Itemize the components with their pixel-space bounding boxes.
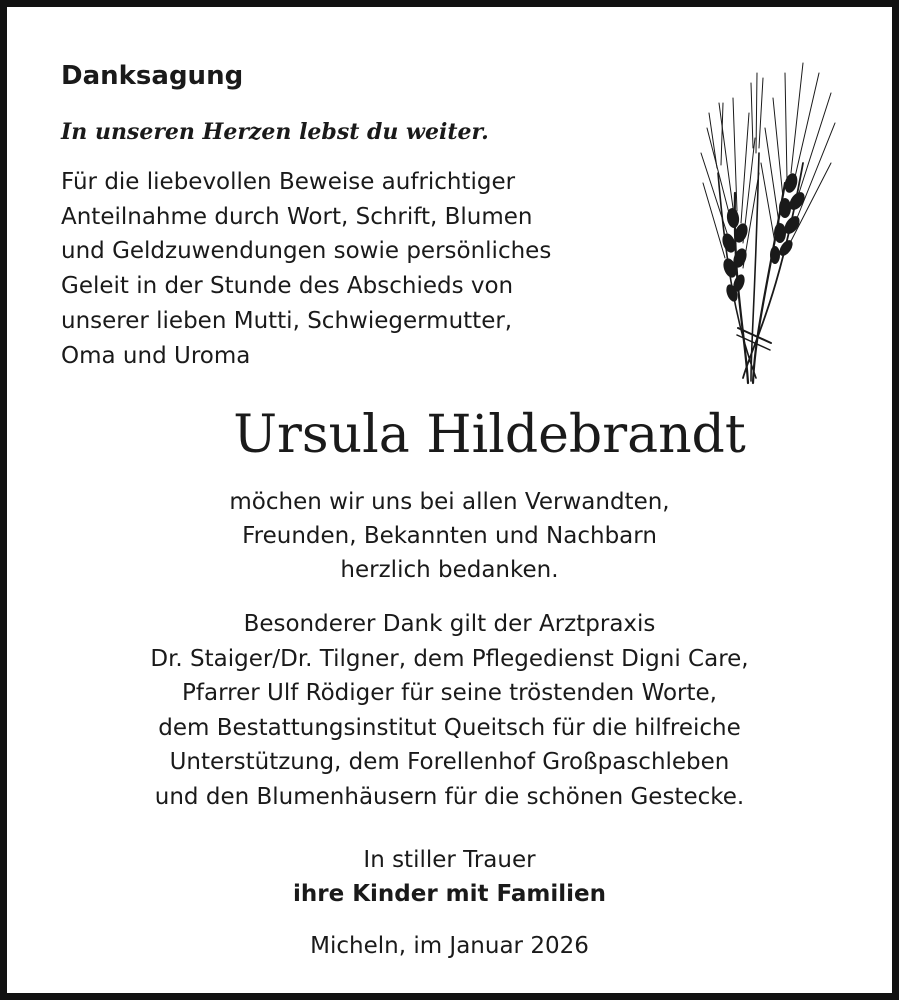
motto: In unseren Herzen lebst du weiter. bbox=[61, 119, 489, 145]
notice-heading: Danksagung bbox=[61, 61, 244, 91]
place-date: Micheln, im Januar 2026 bbox=[310, 933, 589, 959]
special-thanks-line: Besonderer Dank gilt der Arztpraxis bbox=[243, 611, 656, 637]
intro-line: Geleit in der Stunde des Abschieds von bbox=[61, 273, 514, 300]
deceased-name: Ursula Hildebrandt bbox=[233, 405, 746, 465]
intro-text bbox=[61, 165, 661, 373]
intro-line: Für die liebevollen Beweise aufrichtiger bbox=[61, 169, 516, 195]
intro-line: unserer lieben Mutti, Schwiegermutter, bbox=[61, 307, 513, 334]
wheat-ears-icon bbox=[693, 43, 843, 388]
special-thanks-line: Unterstützung, dem Forellenhof Großpaschleben bbox=[169, 749, 730, 776]
signature: ihre Kinder mit Familien bbox=[292, 881, 607, 907]
thanks-line: möchen wir uns bei allen Verwandten, bbox=[229, 489, 670, 515]
thanks-line: herzlich bedanken. bbox=[340, 557, 559, 583]
special-thanks-line: dem Bestattungsinstitut Queitsch für die hilfreiche bbox=[158, 714, 741, 741]
intro-line: Oma und Uroma bbox=[61, 342, 251, 369]
special-thanks-text bbox=[7, 607, 892, 815]
intro-line: Anteilnahme durch Wort, Schrift, Blumen bbox=[61, 203, 533, 230]
thanks-line: Freunden, Bekannten und Nachbarn bbox=[242, 523, 657, 549]
thanks-text bbox=[7, 485, 892, 587]
special-thanks-line: und den Blumenhäusern für die schönen Gestecke. bbox=[154, 783, 745, 810]
special-thanks-line: Pfarrer Ulf Rödiger für seine tröstenden Worte, bbox=[182, 680, 717, 707]
special-thanks-line: Dr. Staiger/Dr. Tilgner, dem Pflegedienst Digni Care, bbox=[150, 645, 749, 672]
mourning-line: In stiller Trauer bbox=[363, 847, 536, 873]
intro-line: und Geldzuwendungen sowie persönliches bbox=[61, 238, 552, 265]
